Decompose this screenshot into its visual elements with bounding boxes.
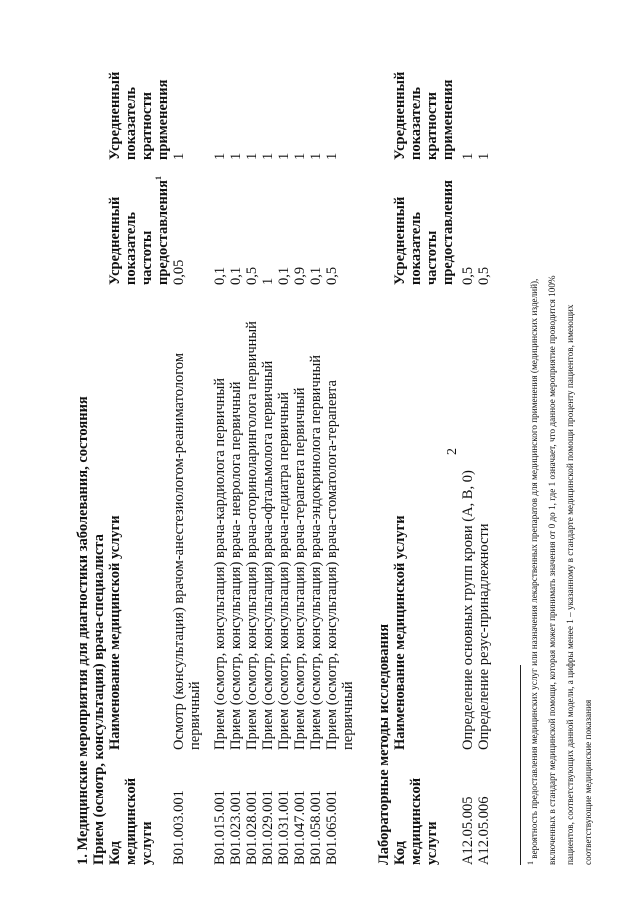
row-name: Прием (осмотр, консультация) врача-стоматолога-терапевта	[324, 380, 340, 750]
footnote-mark: 1	[154, 176, 164, 180]
header-mult-line2: показатель	[408, 86, 424, 160]
row-mult: 1	[292, 152, 308, 160]
row-mult: 1	[212, 152, 228, 160]
row-freq: 0,1	[308, 266, 324, 285]
row-mult: 1	[460, 152, 476, 160]
row-name-cont: первичный	[187, 681, 203, 750]
row-freq: 0,1	[212, 266, 228, 285]
row-mult: 1	[260, 152, 276, 160]
row-code: B01.028.001	[244, 790, 260, 865]
row-name: Прием (осмотр, консультация) врача-офтальмолога первичный	[260, 360, 276, 750]
row-name-cont: первичный	[340, 681, 356, 750]
header-code-line2: медицинской	[408, 777, 424, 865]
row-freq: 0,5	[476, 266, 492, 285]
footnote-line3: пациентов, соответствующих данной модели, а цифры менее 1 – указанному в стандарте медицинской помощи проценту пациентов, имеющих	[565, 304, 575, 865]
footnote-mark: 1	[525, 861, 535, 865]
header-freq-line2: показатель	[408, 211, 424, 285]
header-mult-line3: кратности	[424, 92, 440, 160]
row-name: Прием (осмотр, консультация) врача-эндокринолога первичный	[308, 355, 324, 750]
subsection-title-specialists: Прием (осмотр, консультация) врача-специалиста	[91, 534, 107, 865]
subsection-title-lab: Лабораторные методы исследования	[376, 623, 392, 865]
header-mult-line2: показатель	[123, 86, 139, 160]
header-mult-line3: кратности	[139, 92, 155, 160]
row-code: A12.05.006	[476, 796, 492, 865]
row-name: Определение резус-принадлежности	[476, 523, 492, 750]
row-freq: 1	[260, 277, 276, 285]
header-freq-line4: предоставления$^1$	[154, 176, 171, 285]
header-freq-line3: частоты	[139, 230, 155, 285]
row-code: B01.065.001	[324, 790, 340, 865]
header-name: Наименование медицинской услуги	[107, 515, 123, 750]
row-code: B01.031.001	[276, 790, 292, 865]
row-freq: 0,5	[244, 266, 260, 285]
row-mult: 1	[171, 152, 187, 160]
row-name: Прием (осмотр, консультация) врача-оториноларинголога первичный	[244, 321, 260, 750]
row-mult: 1	[276, 152, 292, 160]
section-title: 1. Медицинские мероприятия для диагностики заболевания, состояния	[75, 396, 91, 865]
header-mult-line4: применения	[440, 79, 456, 160]
row-freq: 0,5	[324, 266, 340, 285]
header-freq-line3: частоты	[424, 230, 440, 285]
header-code-line3: услуги	[139, 821, 155, 865]
row-code: B01.003.001	[171, 790, 187, 865]
row-code: A12.05.005	[460, 796, 476, 865]
footnote-separator	[520, 665, 521, 865]
row-mult: 1	[324, 152, 340, 160]
row-name: Прием (осмотр, консультация) врача-кардиолога первичный	[212, 377, 228, 750]
header-code-line1: Код	[107, 841, 123, 865]
row-name: Прием (осмотр, консультация) врача-терапевта первичный	[292, 387, 308, 750]
header-freq-line1: Усредненный	[392, 196, 408, 285]
row-code: B01.015.001	[212, 790, 228, 865]
footnote-line1: $^1$ вероятность предоставления медицинских услуг или назначения лекарственных препаратов для медицинского применения (медицинских изделий),	[525, 278, 539, 865]
footnote-line2: включенных в стандарт медицинской помощи, которая может принимать значения от 0 до 1, где 1 означает, что данное мероприятие проводится 100%	[547, 275, 557, 865]
row-mult: 1	[308, 152, 324, 160]
header-code-line1: Код	[392, 841, 408, 865]
header-code-line2: медицинской	[123, 777, 139, 865]
header-mult-line1: Усредненный	[107, 71, 123, 160]
header-code-line3: услуги	[424, 821, 440, 865]
row-code: B01.029.001	[260, 790, 276, 865]
page-number: 2	[445, 448, 460, 455]
row-name: Прием (осмотр, консультация) врача- невролога первичный	[228, 381, 244, 750]
row-freq: 0,1	[276, 266, 292, 285]
row-code: B01.047.001	[292, 790, 308, 865]
header-freq-line1: Усредненный	[107, 196, 123, 285]
row-freq: 0,5	[460, 266, 476, 285]
header-freq-line4: предоставления	[440, 180, 456, 285]
row-name: Определение основных групп крови (A, B, 0)	[460, 470, 476, 750]
row-mult: 1	[476, 152, 492, 160]
row-freq: 0,1	[228, 266, 244, 285]
row-freq: 0,05	[171, 259, 187, 285]
footnote-line4: соответствующие медицинские показания	[583, 699, 593, 865]
header-mult-line4: применения	[155, 79, 171, 160]
row-code: B01.023.001	[228, 790, 244, 865]
header-freq-line2: показатель	[123, 211, 139, 285]
row-name: Прием (осмотр, консультация) врача-педиатра первичный	[276, 391, 292, 750]
header-name: Наименование медицинской услуги	[392, 515, 408, 750]
row-mult: 1	[228, 152, 244, 160]
row-code: B01.058.001	[308, 790, 324, 865]
row-mult: 1	[244, 152, 260, 160]
row-name: Осмотр (консультация) врачом-анестезиологом-реаниматологом	[171, 352, 187, 750]
header-mult-line1: Усредненный	[392, 71, 408, 160]
row-freq: 0,9	[292, 266, 308, 285]
